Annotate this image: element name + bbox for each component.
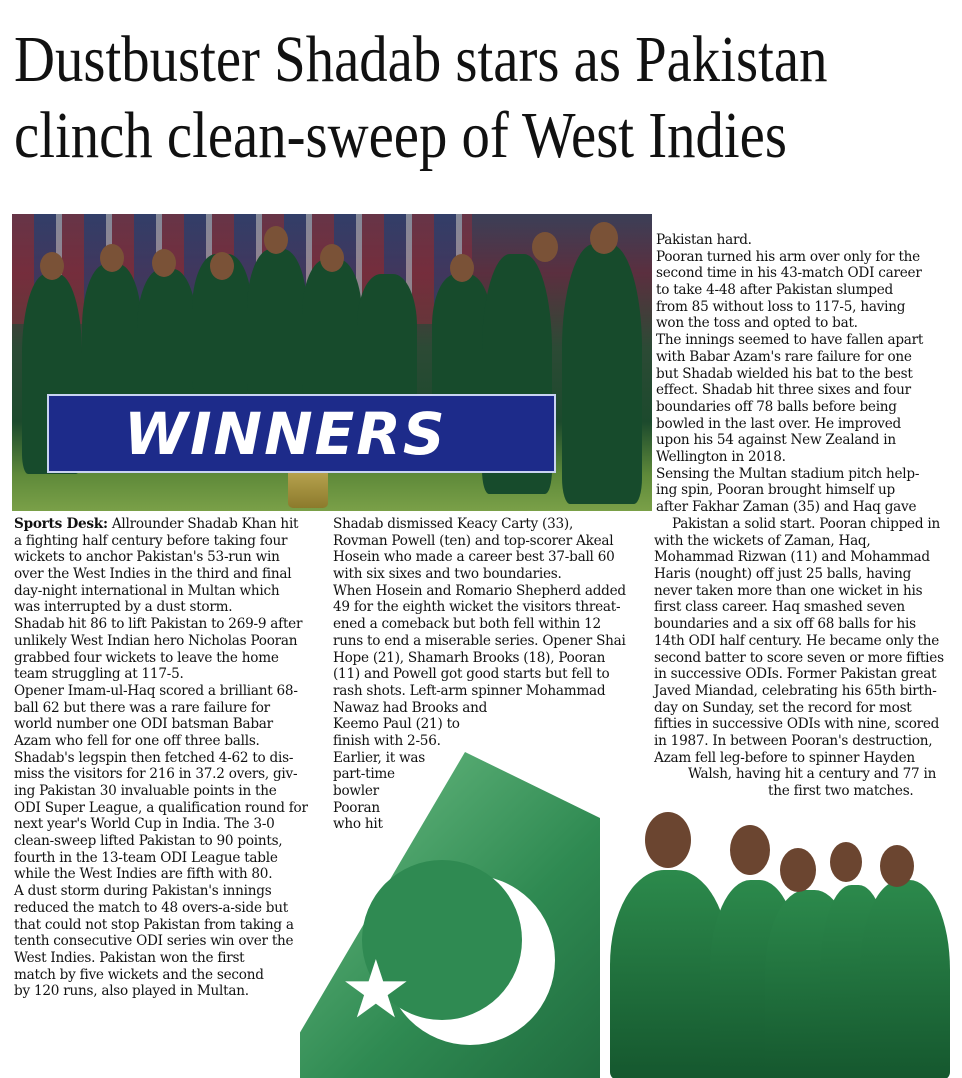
article-line: Mohammad Rizwan (11) and Mohammad [654, 549, 930, 566]
article-line: was interrupted by a dust storm. [14, 599, 233, 616]
article-line: boundaries off 78 balls before being [656, 398, 897, 415]
headline-line-1: Dustbuster Shadab stars as Pakistan [14, 23, 828, 96]
headline [14, 22, 828, 174]
article-line: grabbed four wickets to leave the home [14, 649, 279, 666]
player-head [450, 254, 474, 282]
article-column-1 [14, 516, 308, 1000]
article-line: fourth in the 13-team ODI League table [14, 849, 278, 866]
article-line: but Shadab wielded his bat to the best [656, 365, 913, 382]
player-head [320, 244, 344, 272]
flag-and-players-photo [290, 740, 962, 1078]
article-line: Nawaz had Brooks and [333, 699, 488, 716]
player-head [780, 848, 816, 892]
byline: Sports Desk: [14, 516, 108, 532]
article-line: 14th ODI half century. He became only the [654, 632, 940, 649]
article-line: ing Pakistan 30 invaluable points in the [14, 783, 277, 799]
article-line: day-night international in Multan which [14, 582, 280, 599]
player-figure [860, 880, 950, 1078]
article-line: Haris (nought) off just 25 balls, having [654, 566, 912, 583]
article-line: ened a comeback but both fell within 12 [333, 616, 601, 633]
article-line: that could not stop Pakistan from taking a [14, 916, 294, 933]
player-figure [302, 259, 362, 399]
article-line: miss the visitors for 216 in 37.2 overs, giv- [14, 766, 298, 783]
team-celebration-photo [12, 214, 652, 511]
article-line: part-time [333, 766, 395, 783]
article-line: The innings seemed to have fallen apart [656, 332, 924, 349]
article-line: with six sixes and two boundaries. [333, 566, 562, 583]
player-figure [247, 249, 307, 399]
player-head [645, 812, 691, 868]
article-line: who hit [333, 816, 383, 833]
player-head [210, 252, 234, 280]
player-head [40, 252, 64, 280]
player-head [730, 825, 770, 875]
article-line: second time in his 43-match ODI career [656, 265, 922, 282]
article-line: bowler [333, 783, 379, 799]
article-line: Pooran [333, 799, 380, 816]
article-line: with the wickets of Zaman, Haq, [654, 532, 871, 549]
article-line: first class career. Haq smashed seven [654, 599, 905, 616]
article-line: Shadab hit 86 to lift Pakistan to 269-9 after [14, 616, 303, 633]
article-line: a fighting half century before taking four [14, 532, 288, 549]
article-line: Sensing the Multan stadium pitch help- [656, 465, 920, 482]
article-line: tenth consecutive ODI series win over the [14, 933, 294, 950]
article-line: Shadab's legspin then fetched 4-62 to dis- [14, 749, 294, 766]
article-line: fifties in successive ODIs with nine, scored [654, 716, 940, 733]
article-line: while the West Indies are fifth with 80. [14, 866, 273, 883]
article-line: over the West Indies in the third and final [14, 566, 292, 583]
article-line: in 1987. In between Pooran's destruction, [654, 732, 933, 749]
article-line: unlikely West Indian hero Nicholas Pooran [14, 632, 298, 649]
article-line: (11) and Powell got good starts but fell to [333, 666, 610, 683]
player-head [590, 222, 618, 254]
article-line: Opener Imam-ul-Haq scored a brilliant 68- [14, 682, 298, 699]
article-line: Earlier, it was [333, 749, 426, 766]
article-line: Azam fell leg-before to spinner Hayden [654, 749, 915, 766]
article-line: Pakistan a solid start. Pooran chipped in [672, 516, 940, 532]
article-line: the first two matches. [768, 783, 914, 799]
article-line: Javed Miandad, celebrating his 65th birth- [654, 682, 937, 699]
player-head [880, 845, 914, 887]
article-line: upon his 54 against New Zealand in [656, 432, 896, 449]
article-line: rash shots. Left-arm spinner Mohammad [333, 682, 606, 699]
article-line: 49 for the eighth wicket the visitors threat- [333, 599, 621, 616]
article-line: next year's World Cup in India. The 3-0 [14, 816, 275, 833]
article-line: Rovman Powell (ten) and top-scorer Akeal [333, 532, 614, 549]
article-line: Pakistan hard. [656, 232, 752, 248]
star-icon: ★ [340, 943, 412, 1036]
article-line: never taken more than one wicket in his [654, 582, 923, 599]
article-line: second batter to score seven or more fifties [654, 649, 944, 666]
article-line [14, 516, 308, 533]
article-line: in successive ODIs. Former Pakistan great [654, 666, 937, 683]
player-figure [562, 244, 642, 504]
article-line: ODI Super League, a qualification round for [14, 799, 308, 816]
player-head [100, 244, 124, 272]
article-line: reduced the match to 48 overs-a-side but [14, 899, 288, 916]
article-line: Walsh, having hit a century and 77 in [688, 766, 937, 783]
player-head [264, 226, 288, 254]
article-line: Shadab dismissed Keacy Carty (33), [333, 516, 574, 532]
headline-line-2: clinch clean-sweep of West Indies [14, 99, 787, 172]
article-line: by 120 runs, also played in Multan. [14, 983, 249, 1000]
article-line: runs to end a miserable series. Opener Shai [333, 632, 626, 649]
article-line: effect. Shadab hit three sixes and four [656, 382, 911, 399]
article-line: clean-sweep lifted Pakistan to 90 points, [14, 833, 283, 850]
winners-banner [47, 394, 556, 473]
article-line: to take 4-48 after Pakistan slumped [656, 282, 893, 299]
article-line: bowled in the last over. He improved [656, 415, 901, 432]
article-line: Wellington in 2018. [656, 448, 786, 465]
article-line: day on Sunday, set the record for most [654, 699, 912, 716]
banner-text: WINNERS [124, 400, 447, 468]
article-line: after Fakhar Zaman (35) and Haq gave [656, 499, 917, 515]
player-head [532, 232, 558, 262]
article-line: wickets to anchor Pakistan's 53-run win [14, 549, 280, 566]
article-line: finish with 2-56. [333, 732, 441, 749]
article-line: world number one ODI batsman Babar [14, 716, 273, 733]
article-line: Hosein who made a career best 37-ball 60 [333, 549, 615, 566]
article-column-3-top [656, 232, 923, 516]
article-line: When Hosein and Romario Shepherd added [333, 582, 626, 599]
player-head [830, 842, 862, 882]
article-line: A dust storm during Pakistan's innings [14, 883, 272, 900]
article-line: with Babar Azam's rare failure for one [656, 348, 912, 365]
article-line: from 85 without loss to 117-5, having [656, 298, 906, 315]
article-line: ball 62 but there was a rare failure for [14, 699, 270, 716]
article-line: Keemo Paul (21) to [333, 716, 460, 733]
article-line-text: Allrounder Shadab Khan hit [107, 516, 299, 532]
article-line: boundaries and a six off 68 balls for his [654, 616, 916, 633]
player-figure [357, 274, 417, 404]
article-line: Pooran turned his arm over only for the [656, 248, 920, 265]
article-line: Azam who fell for one off three balls. [14, 732, 260, 749]
article-line: won the toss and opted to bat. [656, 315, 858, 332]
player-head [152, 249, 176, 277]
article-line: ing spin, Pooran brought himself up [656, 482, 895, 499]
article-line: match by five wickets and the second [14, 966, 264, 983]
article-line: West Indies. Pakistan won the first [14, 949, 245, 966]
article-line: team struggling at 117-5. [14, 666, 184, 683]
article-line: Hope (21), Shamarh Brooks (18), Pooran [333, 649, 606, 666]
